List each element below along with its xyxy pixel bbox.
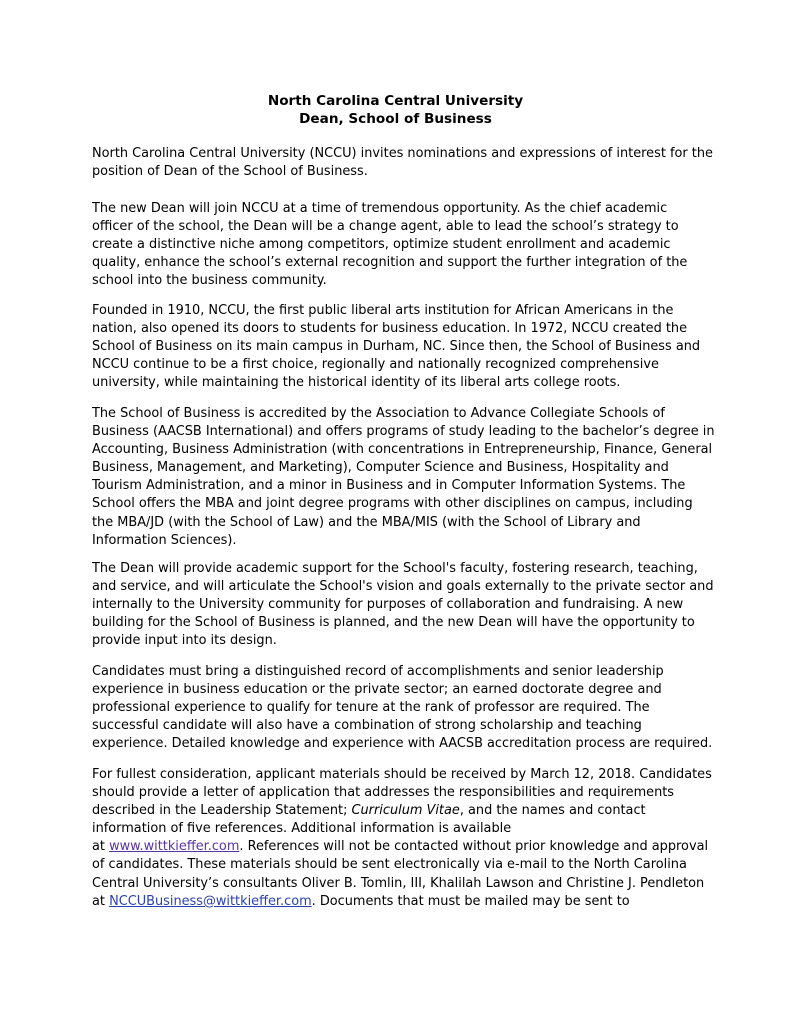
text-line: quality, enhance the school’s external recognition and support the further integration of the — [92, 255, 688, 271]
text-segment: at — [92, 893, 110, 909]
text-line: officer of the school, the Dean will be a change agent, able to lead the school’s strategy to — [92, 219, 679, 235]
paragraph-opportunity — [92, 200, 707, 290]
text-line: experience in business education or the private sector; an earned doctorate degree and — [92, 682, 662, 698]
paragraph-application — [92, 766, 712, 911]
text-line: school into the business community. — [92, 273, 327, 289]
paragraph-invitation — [92, 145, 713, 181]
text-line: building for the School of Business is planned, and the new Dean will have the opportunity to — [92, 615, 695, 631]
text-line: The School of Business is accredited by the Association to Advance Collegiate Schools of — [92, 406, 665, 421]
curriculum-vitae-emphasis: Curriculum Vitae — [351, 803, 460, 819]
text-line: For fullest consideration, applicant materials should be received by March 12, 2018. Candidates — [92, 767, 712, 782]
title-position: Dean, School of Business — [299, 111, 492, 127]
text-line: Accounting, Business Administration (with concentrations in Entrepreneurship, Finance, General — [92, 442, 713, 458]
text-line: Central University’s consultants Oliver B. Tomlin, III, Khalilah Lawson and Christine J. Pendleton — [92, 875, 705, 891]
text-line: information of five references. Additional information is available — [92, 821, 512, 837]
website-link[interactable]: www.wittkieffer.com — [109, 839, 240, 855]
text-line: position of Dean of the School of Business. — [92, 164, 368, 180]
text-line: Business, Management, and Marketing), Computer Science and Business, Hospitality and — [92, 460, 669, 476]
text-line: internally to the University community for purposes of collaboration and fundraising. A new — [92, 597, 684, 613]
text-line: should provide a letter of application that addresses the responsibilities and requirements — [92, 785, 675, 801]
paragraph-dean-role — [92, 560, 714, 650]
email-link[interactable]: NCCUBusiness@wittkieffer.com — [109, 893, 312, 909]
text-line: School offers the MBA and joint degree programs with other disciplines on campus, including — [92, 496, 693, 512]
text-line: and service, and will articulate the School's vision and goals externally to the private sector and — [92, 579, 714, 595]
text-segment: at — [92, 839, 110, 855]
text-segment: , and the names and contact — [459, 803, 646, 819]
text-line — [92, 838, 707, 856]
text-line: university, while maintaining the historical identity of its liberal arts college roots. — [92, 375, 621, 391]
text-line: successful candidate will also have a combination of strong scholarship and teaching — [92, 718, 642, 734]
text-line: of candidates. These materials should be sent electronically via e-mail to the North Carolina — [92, 857, 687, 873]
text-line: NCCU continue to be a first choice, regionally and nationally recognized comprehensive — [92, 357, 659, 373]
paragraph-accreditation — [92, 405, 715, 550]
text-line: create a distinctive niche among competitors, optimize student enrollment and academic — [92, 237, 671, 253]
text-line: experience. Detailed knowledge and experience with AACSB accreditation process are required. — [92, 736, 713, 752]
text-segment: . References will not be contacted without prior knowledge and approval — [239, 839, 709, 855]
text-line: the MBA/JD (with the School of Law) and the MBA/MIS (with the School of Library and — [92, 514, 641, 530]
text-line: North Carolina Central University (NCCU) invites nominations and expressions of interest for the — [92, 146, 713, 161]
text-line: provide input into its design. — [92, 633, 277, 649]
text-line: The Dean will provide academic support for the School's faculty, fostering research, teaching, — [92, 561, 698, 576]
document-title — [0, 92, 791, 128]
text-line: Founded in 1910, NCCU, the first public liberal arts institution for African Americans in the — [92, 303, 674, 318]
text-line: School of Business on its main campus in Durham, NC. Since then, the School of Business and — [92, 339, 701, 355]
paragraph-qualifications — [92, 663, 713, 753]
text-segment: . Documents that must be mailed may be sent to — [311, 893, 630, 909]
paragraph-history — [92, 302, 707, 392]
text-line: The new Dean will join NCCU at a time of tremendous opportunity. As the chief academic — [92, 201, 668, 216]
text-line — [92, 893, 707, 911]
text-line — [92, 802, 707, 820]
text-line: Candidates must bring a distinguished record of accomplishments and senior leadership — [92, 664, 664, 679]
text-line: Business (AACSB International) and offers programs of study leading to the bachelor’s degree in — [92, 424, 715, 440]
text-line: Information Sciences). — [92, 532, 237, 548]
text-line: Tourism Administration, and a minor in Business and in Computer Information Systems. The — [92, 478, 686, 494]
text-line: nation, also opened its doors to students for business education. In 1972, NCCU created the — [92, 321, 688, 337]
text-line: professional experience to qualify for tenure at the rank of professor are required. The — [92, 700, 650, 716]
title-university: North Carolina Central University — [267, 93, 524, 109]
text-segment: described in the Leadership Statement; — [92, 803, 352, 819]
